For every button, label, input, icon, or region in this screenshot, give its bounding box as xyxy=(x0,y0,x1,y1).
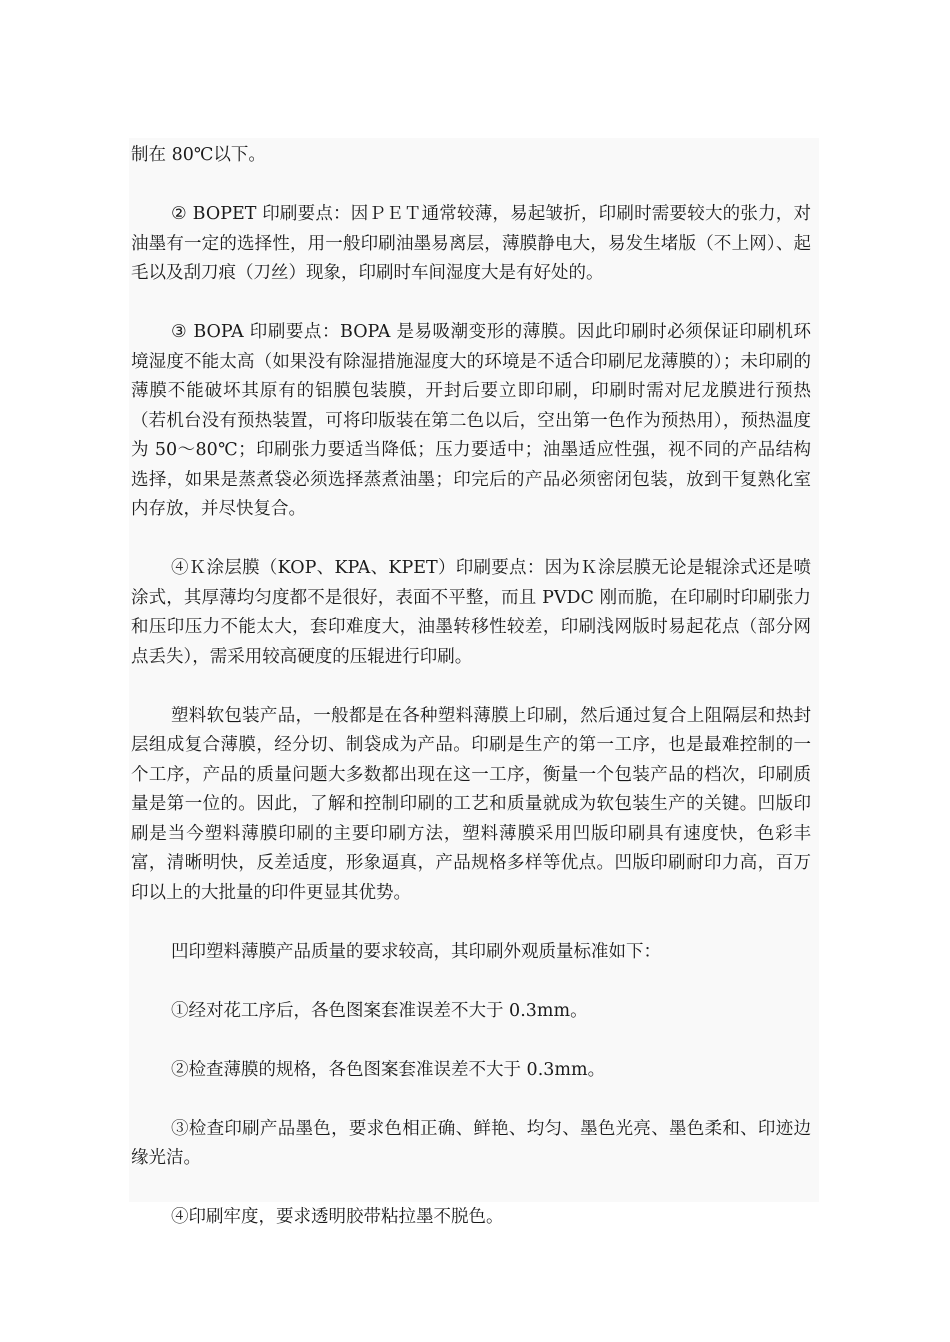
paragraph-5: 塑料软包装产品，一般都是在各种塑料薄膜上印刷，然后通过复合上阻隔层和热封层组成复合薄膜，经分切、制袋成为产品。印刷是生产的第一工序，也是最难控制的一个工序，产品的质量问题大多数都出现在这一工序，衡量一个包装产品的档次，印刷质量是第一位的。因此，了解和控制印刷的工艺和质量就成为软包装生产的关键。凹版印刷是当今塑料薄膜印刷的主要印刷方法，塑料薄膜采用凹版印刷具有速度快，色彩丰富，清晰明快，反差适度，形象逼真，产品规格多样等优点。凹版印刷耐印力高，百万印以上的大批量的印件更显其优势。 xyxy=(131,705,811,903)
text-column xyxy=(131,141,811,1262)
paragraph-10: ④印刷牢度，要求透明胶带粘拉墨不脱色。 xyxy=(171,1207,504,1227)
paragraph-8: ②检查薄膜的规格，各色图案套准误差不大于 0.3mm。 xyxy=(171,1059,606,1080)
paragraph-9: ③检查印刷产品墨色，要求色相正确、鲜艳、均匀、墨色光亮、墨色柔和、印迹边缘光洁。 xyxy=(131,1118,811,1168)
paragraph-4: ④Ｋ涂层膜（KOP、KPA、KPET）印刷要点：因为Ｋ涂层膜无论是辊涂式还是喷涂式，其厚薄均匀度都不是很好，表面不平整，而且 PVDC 刚而脆，在印刷时印刷张力和压印压力不能太大，套印难度大，油墨转移性较差，印刷浅网版时易起花点（部分网点丢失），需采用较高硬度的压辊进行印刷。 xyxy=(131,558,811,667)
paragraph-2: ② BOPET 印刷要点：因ＰＥＴ通常较薄，易起皱折，印刷时需要较大的张力，对油墨有一定的选择性，用一般印刷油墨易离层，薄膜静电大，易发生堵版（不上网）、起毛以及刮刀痕（刀丝）现象，印刷时车间湿度大是有好处的。 xyxy=(131,204,811,283)
paragraph-7: ①经对花工序后，各色图案套准误差不大于 0.3mm。 xyxy=(171,1000,588,1021)
paragraph-1: 制在 80℃以下。 xyxy=(131,145,266,165)
paragraph-3: ③ BOPA 印刷要点：BOPA 是易吸潮变形的薄膜。因此印刷时必须保证印刷机环境湿度不能太高（如果没有除湿措施湿度大的环境是不适合印刷尼龙薄膜的）；未印刷的薄膜不能破坏其原有的铝膜包装膜，开封后要立即印刷，印刷时需对尼龙膜进行预热（若机台没有预热装置，可将印版装在第二色以后，空出第一色作为预热用），预热温度为 50～80℃；印刷张力要适当降低；压力要适中；油墨适应性强，视不同的产品结构选择，如果是蒸煮袋必须选择蒸煮油墨；印完后的产品必须密闭包装，放到干复熟化室内存放，并尽快复合。 xyxy=(131,322,811,519)
paragraph-6: 凹印塑料薄膜产品质量的要求较高，其印刷外观质量标准如下： xyxy=(171,941,661,962)
